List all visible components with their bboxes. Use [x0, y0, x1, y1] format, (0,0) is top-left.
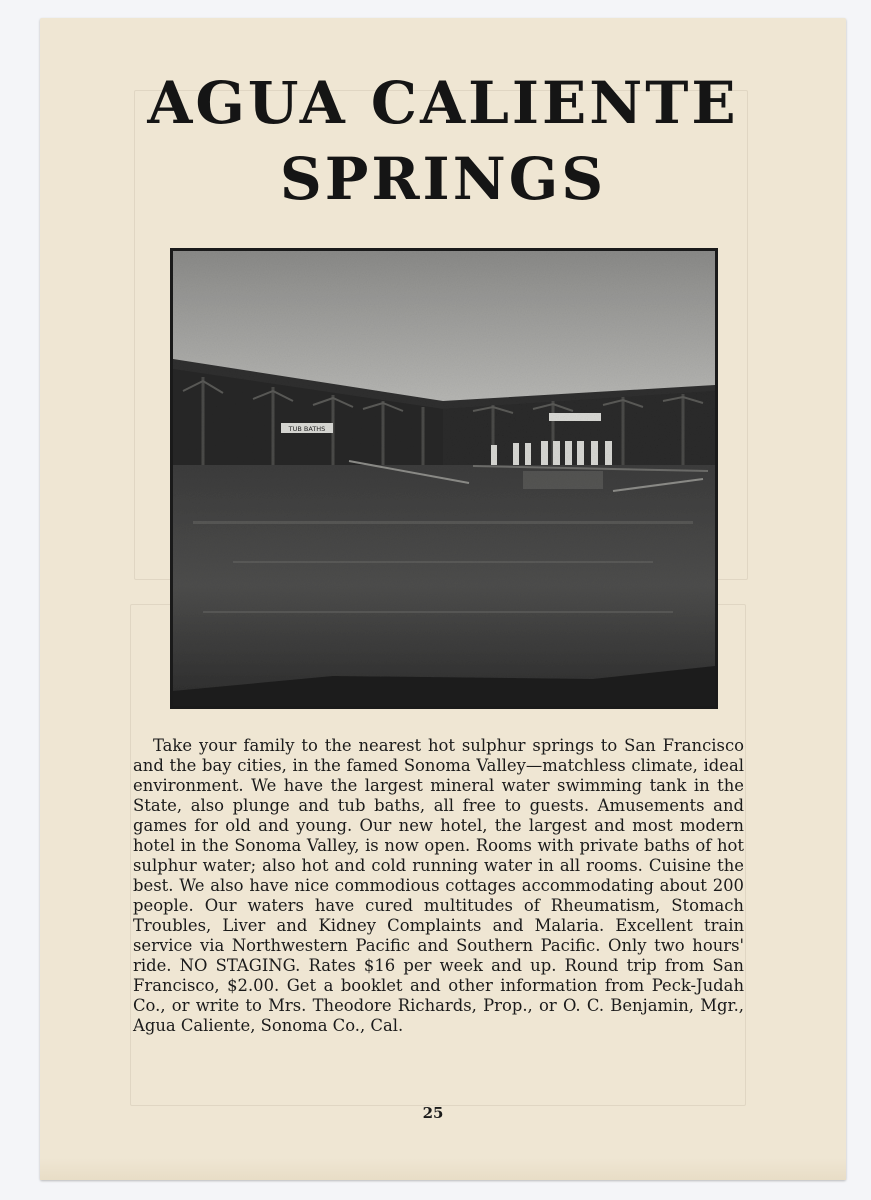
swimming-tank-photo — [170, 248, 718, 709]
page-title-line-1: AGUA CALIENTE — [147, 69, 739, 137]
page-bottom-edge — [40, 1158, 846, 1180]
advertisement-body-text: Take your family to the nearest hot sulphur springs to San Francisco and the bay cities, in the famed Sonoma Valley—matchless climate, ideal environment. We have the largest mineral water swimming tank in the State, also plunge and tub baths, all free to guests. Amusements and games for old and young. Our new hotel, the largest and most modern hotel in the Sonoma Valley, is now open. Rooms with private baths of hot sulphur water; also hot and cold running water in all rooms. Cuisine the best. We also have nice commodious cottages accommodating about 200 people. Our waters have cured multitudes of Rheumatism, Stomach Troubles, Liver and Kidney Complaints and Malaria. Excellent train service via Northwestern Pacific and Southern Pacific. Only two hours' ride. NO STAGING. Rates $16 per week and up. Round trip from San Francisco, $2.00. Get a booklet and other information from Peck-Judah Co., or write to Mrs. Theodore Richards, Prop., or O. C. Benjamin, Mgr., Agua Caliente, Sonoma Co., Cal. — [133, 736, 744, 1035]
page-number: 25 — [422, 1104, 444, 1122]
page-title-line-2: SPRINGS — [279, 145, 607, 213]
tub-baths-sign: TUB BATHS — [288, 425, 326, 433]
photo-illustration — [173, 251, 715, 706]
